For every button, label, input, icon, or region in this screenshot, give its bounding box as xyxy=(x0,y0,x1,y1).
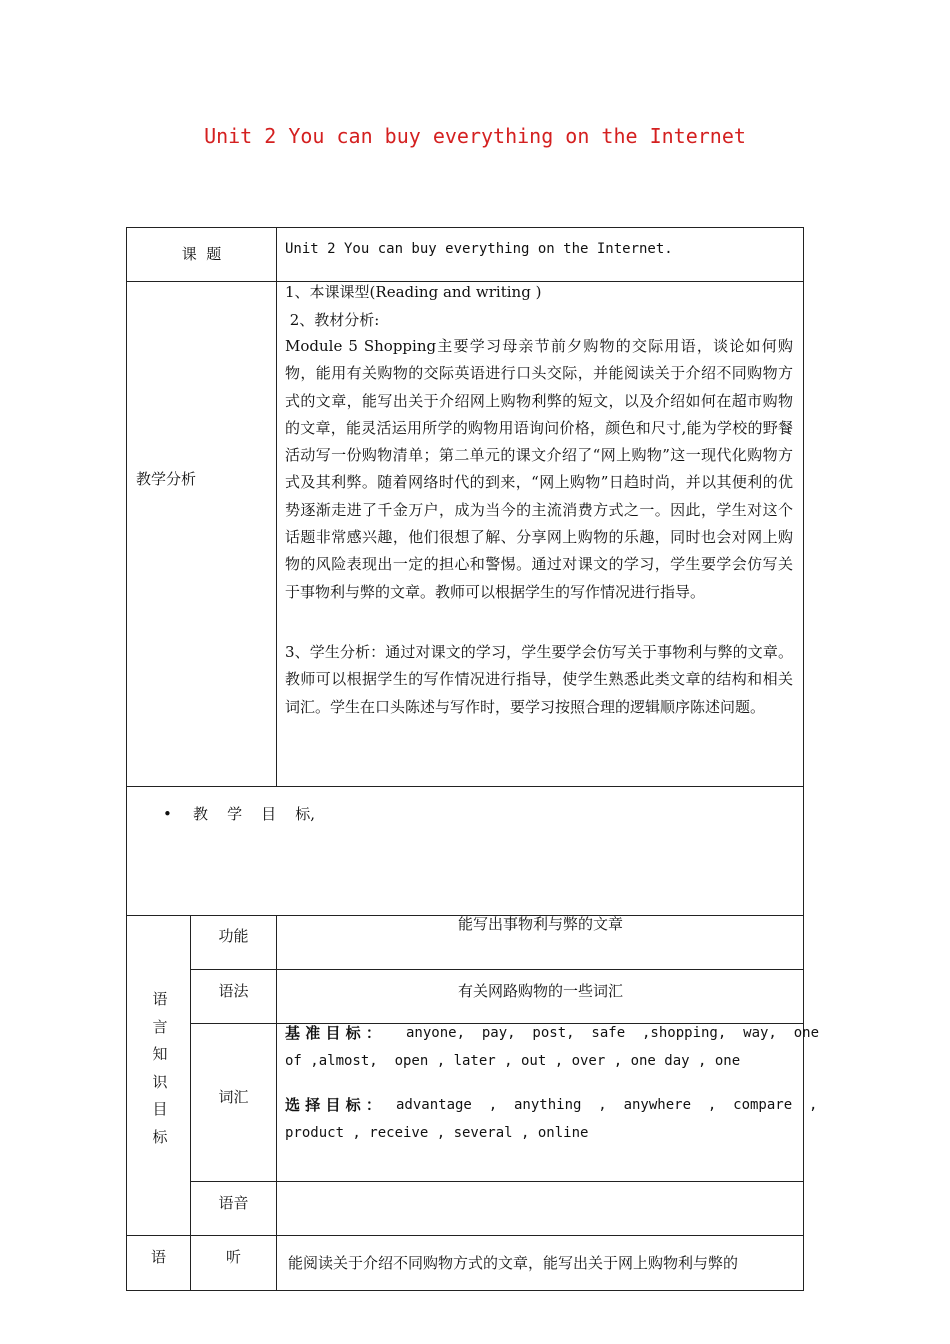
grammar-label: 语法 xyxy=(218,982,249,1000)
topic-value: Unit 2 You can buy everything on the Internet. xyxy=(285,241,673,257)
topic-label: 课 题 xyxy=(181,245,222,263)
function-value: 能写出事物利与弊的文章 xyxy=(457,915,623,933)
function-label: 功能 xyxy=(218,927,249,945)
phonetics-label: 语音 xyxy=(218,1194,249,1212)
bullet-icon: • xyxy=(163,805,172,823)
row-divider xyxy=(126,786,804,787)
vocab-label: 词汇 xyxy=(218,1088,249,1106)
vocab-select-line-1: advantage , anything , anywhere , compare , xyxy=(396,1097,818,1113)
analysis-student-text: 3、学生分析：通过对课文的学习，学生要学会仿写关于事物利与弊的文章。教师可以根据学生的写作情况进行指导，使学生熟悉此类文章的结构和相关词汇。学生在口头陈述与写作时，要学习按照合理的逻辑顺序陈述问题。 xyxy=(285,643,793,716)
analysis-item-2: 2、教材分析: xyxy=(285,311,380,329)
column-divider xyxy=(276,915,277,1291)
row-divider xyxy=(190,1181,804,1182)
lang-knowledge-label: 语言知识目标 xyxy=(152,990,168,1146)
analysis-label: 教学分析 xyxy=(136,470,197,488)
column-divider xyxy=(276,227,277,786)
vocab-basic-line-2: of ,almost, open , later , out , over , one day , one xyxy=(285,1053,741,1069)
vocab-basic-label: 基 准 目 标 ： xyxy=(285,1024,381,1042)
page-title: Unit 2 You can buy everything on the Internet xyxy=(204,124,746,148)
lang-skill-label: 语 xyxy=(150,1248,166,1266)
listening-label: 听 xyxy=(225,1248,241,1266)
listening-value: 能阅读关于介绍不同购物方式的文章，能写出关于网上购物利与弊的 xyxy=(288,1254,739,1272)
vocab-select-line-2: product , receive , several , online xyxy=(285,1125,589,1141)
row-divider xyxy=(190,969,804,970)
analysis-material-text: Module 5 Shopping主要学习母亲节前夕购物的交际用语，谈论如何购物，能用有关购物的交际英语进行口头交际，并能阅读关于介绍不同购物方式的文章，能写出关于介绍网上购物利弊的短文，以及介绍如何在超市购物的文章，能灵活运用所学的购物用语询问价格，颜色和尺寸,能为学校的野餐活动写一份购物清单；第二单元的课文介绍了“网上购物”这一现代化购物方式及其利弊。随着网络时代的到来，“网上购物”日趋时尚，并以其便利的优势逐渐走进了千金万户，成为当今的主流消费方式之一。因此，学生对这个话题非常感兴趣，他们很想了解、分享网上购物的乐趣，同时也会对网上购物的风险表现出一定的担心和警惕。通过对课文的学习，学生要学会仿写关于事物利与弊的文章。教师可以根据学生的写作情况进行指导。 xyxy=(285,337,793,601)
goals-label: 教 学 目 标, xyxy=(193,805,315,823)
row-divider xyxy=(126,1235,804,1236)
grammar-value: 有关网路购物的一些词汇 xyxy=(457,982,623,1000)
analysis-item-1: 1、本课课型(Reading and writing ) xyxy=(285,283,542,301)
vocab-select-label: 选 择 目 标 ： xyxy=(285,1096,381,1114)
vocab-basic-line-1: anyone, pay, post, safe ,shopping, way, one xyxy=(406,1025,820,1041)
